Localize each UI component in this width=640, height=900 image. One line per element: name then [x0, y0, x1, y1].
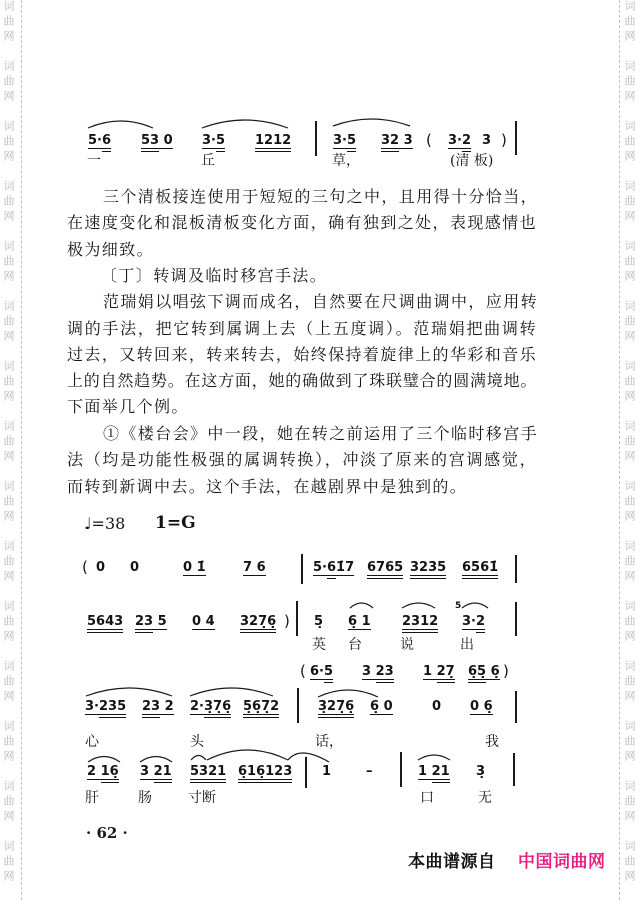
- note-segment-double-beam: 5: [323, 664, 334, 679]
- footer-source-label: 本曲谱源自: [408, 852, 496, 872]
- note-group: [140, 764, 172, 780]
- barline: [297, 688, 299, 723]
- watermark-text: 词曲网: [623, 60, 636, 105]
- body-text-line: 下面举几个例。: [67, 397, 189, 416]
- note-segment: 0: [159, 133, 173, 148]
- note-group: 6̣ 1: [348, 614, 371, 629]
- note-segment-double-beam: 21: [431, 764, 450, 779]
- note-segment: 3·: [85, 699, 99, 714]
- note-segment: 5·: [313, 560, 327, 575]
- body-text-line: 极为细致。: [67, 240, 155, 259]
- watermark-text: 词曲网: [2, 480, 15, 525]
- watermark-divider-left: [21, 0, 22, 900]
- watermark-text: 词曲网: [2, 600, 15, 645]
- barline: [515, 691, 517, 723]
- note-segment: 2: [160, 699, 174, 714]
- note-segment-double-beam: 23: [375, 664, 394, 679]
- note-group: [310, 664, 333, 680]
- note-segment-double-beam: 23: [142, 699, 161, 714]
- paren-close: ): [503, 662, 509, 680]
- watermark-text: 词曲网: [623, 240, 636, 285]
- note-group: [333, 133, 356, 149]
- watermark-text: 词曲网: [2, 840, 15, 885]
- watermark-text: 词曲网: [623, 300, 636, 345]
- note-segment-double-beam: 235: [98, 699, 127, 714]
- watermark-text: 词曲网: [2, 780, 15, 825]
- barline: [305, 757, 307, 788]
- note-segment: 3·: [462, 614, 476, 629]
- watermark-text: 词曲网: [623, 480, 636, 525]
- note-segment: 6̣: [486, 664, 500, 679]
- note-group: [448, 133, 471, 149]
- note-segment: 1: [423, 664, 437, 679]
- lyric: 寸断: [188, 790, 216, 806]
- watermark-text: 词曲网: [2, 720, 15, 765]
- note-segment: 3: [140, 764, 154, 779]
- note-segment: 1: [418, 764, 432, 779]
- lyric: 说: [400, 637, 414, 653]
- note-group: [362, 664, 394, 680]
- note-segment-double-beam: 53: [141, 133, 160, 148]
- note-segment-double-beam: 5: [346, 133, 357, 148]
- watermark-text: 词曲网: [623, 360, 636, 405]
- note-group: [381, 133, 413, 149]
- note-segment: 6·: [310, 664, 324, 679]
- note-segment-double-beam: 2: [475, 614, 486, 629]
- note-segment: 2·: [190, 699, 204, 714]
- note-segment-double-beam: 6: [101, 133, 112, 148]
- paren-close: ): [501, 131, 507, 149]
- note-group: 5321: [190, 764, 227, 779]
- lyric: 肝: [85, 790, 99, 806]
- lyric: 丘: [201, 153, 215, 169]
- slur: [140, 757, 172, 763]
- note-segment: 2: [87, 764, 101, 779]
- barline: [301, 554, 303, 584]
- note-segment: 3·: [333, 133, 347, 148]
- watermark-divider-right: [619, 0, 620, 900]
- slur: [190, 688, 273, 696]
- paren-open: (: [82, 558, 88, 576]
- lyric: 口: [420, 790, 434, 806]
- extension-dash: –: [366, 764, 373, 779]
- watermark-text: 词曲网: [2, 60, 15, 105]
- lyric: 出: [460, 637, 474, 653]
- note-segment-double-beam: 6̣5̣: [468, 664, 487, 679]
- lyric: 话，: [315, 734, 343, 750]
- note-group: 5643: [87, 614, 124, 629]
- note-segment-double-beam: 32: [381, 133, 400, 148]
- note-group: [141, 133, 173, 149]
- barline: [296, 601, 298, 636]
- note-segment-double-beam: 2: [461, 133, 472, 148]
- tempo-marking: ♩=38: [84, 514, 126, 533]
- body-text-line: 而转到新调中去。这个手法，在越剧界中是独到的。: [67, 477, 468, 496]
- body-text-line: 过去，又转回来，转来转去，始终保持着旋律上的华彩和音乐: [67, 345, 537, 364]
- barline: [515, 121, 517, 155]
- watermark-text: 词曲网: [2, 0, 15, 45]
- slur: [191, 756, 206, 761]
- slur: [88, 121, 153, 128]
- watermark-text: 词曲网: [623, 720, 636, 765]
- rest: 0: [96, 560, 106, 575]
- lyric: 我: [485, 734, 499, 750]
- lyric: 台: [348, 637, 362, 653]
- lyric: 头: [190, 734, 204, 750]
- note-segment: 5·: [88, 133, 102, 148]
- slur: [350, 603, 373, 608]
- watermark-text: 词曲网: [623, 660, 636, 705]
- note-group: 6765: [367, 560, 404, 575]
- lyric: 一: [87, 153, 101, 169]
- note-group: 6̣ 0: [370, 699, 393, 714]
- watermark-text: 词曲网: [2, 120, 15, 165]
- body-text-line: ①《楼台会》中一段，她在转之前运用了三个临时移宫手: [103, 424, 539, 443]
- note: 3̣: [476, 764, 486, 779]
- note-group: [190, 699, 231, 715]
- watermark-text: 词曲网: [623, 180, 636, 225]
- rest: 0: [432, 699, 442, 714]
- note: 3: [482, 133, 492, 148]
- note-segment-double-beam: 3̣7̣6̣: [203, 699, 232, 714]
- watermark-text: 词曲网: [623, 540, 636, 585]
- body-text-line: 上的自然趋势。在这方面，她的确做到了珠联璧合的圆满境地。: [67, 371, 537, 390]
- paren-close: ): [284, 612, 290, 630]
- slur: [462, 603, 488, 608]
- note-group: [88, 133, 111, 149]
- watermark-text: 词曲网: [2, 240, 15, 285]
- note-group: [85, 699, 126, 715]
- page-number: · 62 ·: [86, 824, 128, 842]
- note-group: [468, 664, 500, 680]
- note-group: [142, 699, 174, 715]
- note-group: [135, 614, 167, 630]
- note-segment-double-beam: 23: [135, 614, 154, 629]
- watermark-text: 词曲网: [2, 540, 15, 585]
- note-segment-double-beam: 16̣: [100, 764, 119, 779]
- note-segment: 3: [399, 133, 413, 148]
- footer-site-name: 中国词曲网: [518, 852, 606, 872]
- body-text-line: 调的手法，把它转到属调上去（上五度调）。范瑞娟把曲调转: [67, 319, 537, 338]
- watermark-text: 词曲网: [2, 360, 15, 405]
- slur: [88, 757, 120, 763]
- lyric: 肠: [138, 790, 152, 806]
- body-text-line: 三个清板接连使用于短短的三句之中，且用得十分恰当，: [103, 187, 539, 206]
- note-segment-double-beam: 21: [153, 764, 172, 779]
- note-group: 3235: [410, 560, 447, 575]
- note-segment: 1̇7: [336, 560, 355, 575]
- watermark-text: 词曲网: [2, 660, 15, 705]
- note-segment: 3·: [202, 133, 216, 148]
- watermark-text: 词曲网: [623, 120, 636, 165]
- note-group: 3̣27̣6̣: [318, 699, 355, 714]
- note-group: 2312: [402, 614, 439, 629]
- key-signature: 1=G: [155, 513, 196, 533]
- slur: [418, 755, 450, 760]
- slur: [318, 690, 378, 697]
- barline: [515, 602, 517, 636]
- barline: [515, 555, 517, 583]
- note-group: 7 6: [243, 560, 266, 575]
- watermark-text: 词曲网: [2, 420, 15, 465]
- paren-open: (: [426, 131, 432, 149]
- body-text-line: 范瑞娟以唱弦下调而成名，自然要在尺调曲调中，应用转: [103, 292, 539, 311]
- note-group: 327̣6̣: [240, 614, 277, 629]
- note-group: [202, 133, 225, 149]
- slur: [202, 120, 288, 128]
- note-group: [418, 764, 450, 780]
- lyric: 无: [478, 790, 492, 806]
- note-group: 6561̇: [462, 560, 499, 575]
- note: 1: [322, 764, 332, 779]
- slur: [333, 119, 410, 126]
- note-group: 0 6̣: [470, 699, 493, 714]
- body-text-line: 在速度变化和混板清板变化方面，确有独到之处，表现感情也: [67, 213, 537, 232]
- note-group: 0 4: [192, 614, 215, 629]
- paren-open: (: [300, 662, 306, 680]
- watermark-text: 词曲网: [623, 840, 636, 885]
- note-segment-double-beam: 27̣: [436, 664, 455, 679]
- tie: [288, 753, 329, 762]
- note-group: [313, 560, 354, 576]
- note-segment: 5: [153, 614, 167, 629]
- watermark-text: 词曲网: [623, 0, 636, 45]
- note-group: 1212: [255, 133, 292, 148]
- note-group: 0 1̇: [183, 560, 206, 575]
- note-group: [423, 664, 455, 680]
- barline: [315, 121, 317, 156]
- barline: [400, 752, 402, 787]
- lyric-annotation: (清 板): [450, 153, 494, 169]
- lyric: 心: [85, 734, 99, 750]
- watermark-text: 词曲网: [623, 420, 636, 465]
- watermark-text: 词曲网: [2, 300, 15, 345]
- slur: [86, 688, 172, 696]
- slur: [207, 750, 288, 760]
- lyric: 草，: [332, 153, 360, 169]
- note-group: [462, 614, 485, 630]
- watermark-text: 词曲网: [2, 180, 15, 225]
- watermark-text: 词曲网: [623, 600, 636, 645]
- note-group: [87, 764, 119, 780]
- slur: [402, 603, 435, 608]
- section-heading: 〔丁〕转调及临时移宫手法。: [101, 266, 328, 285]
- note-group: 6̣16̣123: [238, 764, 293, 779]
- lyric: 英: [312, 637, 326, 653]
- note: 5̣: [314, 614, 324, 629]
- rest: 0: [130, 560, 140, 575]
- note-segment: 3·: [448, 133, 462, 148]
- note-segment-double-beam: 6: [326, 560, 337, 575]
- note-group: 5̣6̣7̣2: [243, 699, 280, 714]
- grace-note: 5: [455, 601, 462, 611]
- note-segment-double-beam: 5: [215, 133, 226, 148]
- watermark-text: 词曲网: [623, 780, 636, 825]
- note-segment: 3: [362, 664, 376, 679]
- barline: [513, 753, 515, 786]
- body-text-line: 法（均是功能性极强的属调转换），冲淡了原来的宫调感觉，: [67, 450, 537, 469]
